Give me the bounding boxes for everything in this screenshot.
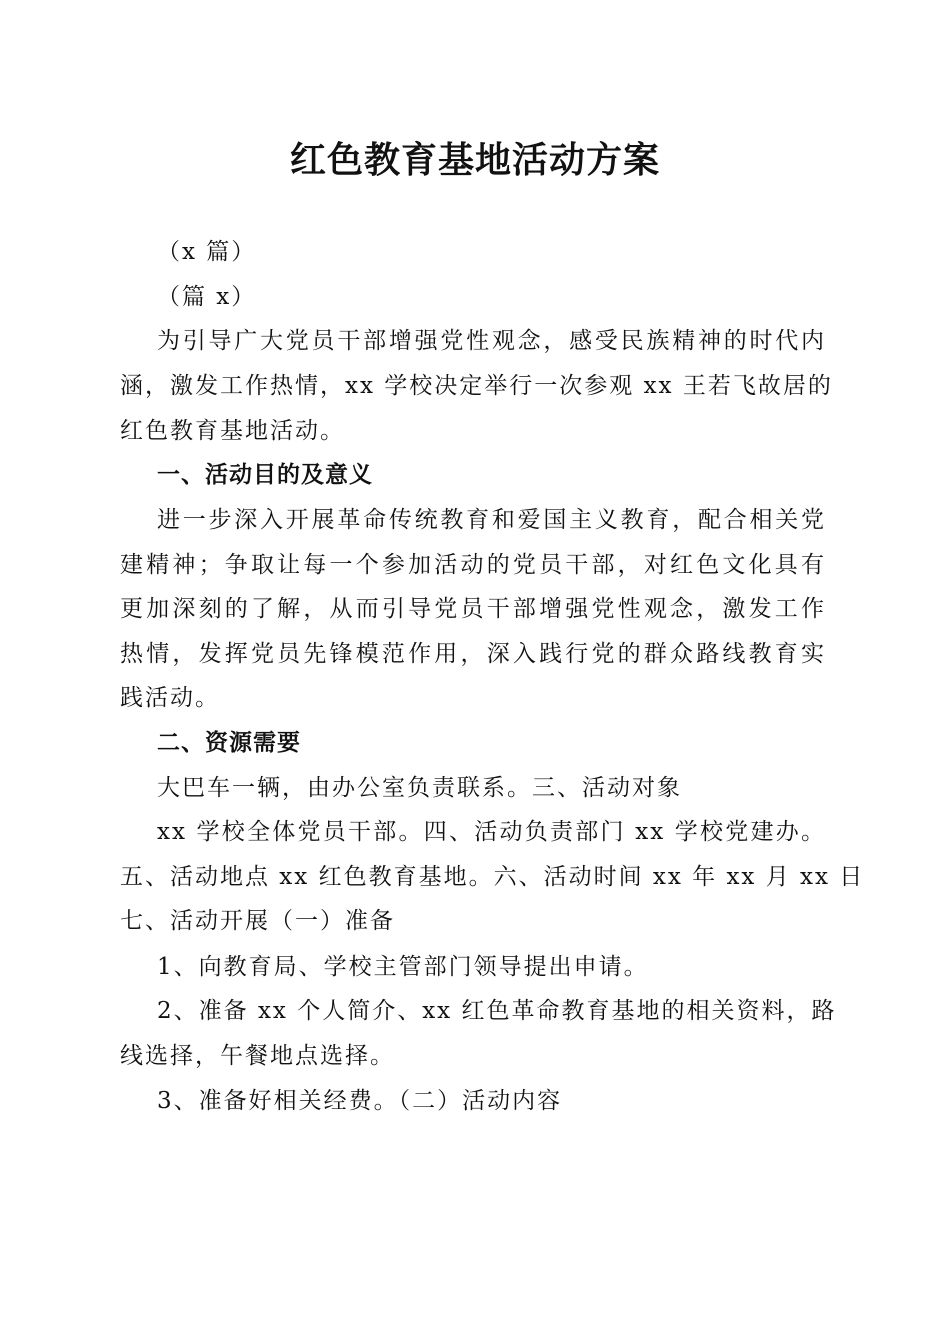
paragraph-line: 线选择，午餐地点选择。 (120, 1043, 395, 1069)
paragraph-line: 涵，激发工作热情，xx 学校决定举行一次参观 xx 王若飞故居的 (120, 373, 833, 399)
paragraph-line: 为引导广大党员干部增强党性观念，感受民族精神的时代内 (157, 328, 826, 354)
paragraph-line: 红色教育基地活动。 (120, 418, 345, 444)
paragraph-line: 建精神；争取让每一个参加活动的党员干部，对红色文化具有 (120, 552, 826, 578)
section-heading: 一、活动目的及意义 (157, 462, 373, 488)
paragraph-line: 大巴车一辆，由办公室负责联系。三、活动对象 (157, 775, 682, 801)
paragraph-line: 更加深刻的了解，从而引导党员干部增强党性观念，激发工作 (120, 596, 826, 622)
paragraph-line: 七、活动开展（一）准备 (120, 908, 395, 934)
text-line: （x 篇） (157, 239, 257, 265)
document-title: 红色教育基地活动方案 (289, 139, 660, 181)
paragraph-line: 2、准备 xx 个人简介、xx 红色革命教育基地的相关资料，路 (157, 998, 837, 1024)
paragraph-line: 热情，发挥党员先锋模范作用，深入践行党的群众路线教育实 (120, 641, 826, 667)
text-line: （篇 x） (157, 284, 257, 310)
paragraph-line: 1、向教育局、学校主管部门领导提出申请。 (157, 954, 649, 980)
paragraph-line: 五、活动地点 xx 红色教育基地。六、活动时间 xx 年 xx 月 xx 日 (120, 864, 865, 890)
section-heading: 二、资源需要 (157, 730, 301, 756)
paragraph-line: xx 学校全体党员干部。四、活动负责部门 xx 学校党建办。 (157, 819, 826, 845)
paragraph-line: 3、准备好相关经费。（二）活动内容 (157, 1088, 563, 1114)
paragraph-line: 践活动。 (120, 685, 220, 711)
paragraph-line: 进一步深入开展革命传统教育和爱国主义教育，配合相关党 (157, 507, 826, 533)
